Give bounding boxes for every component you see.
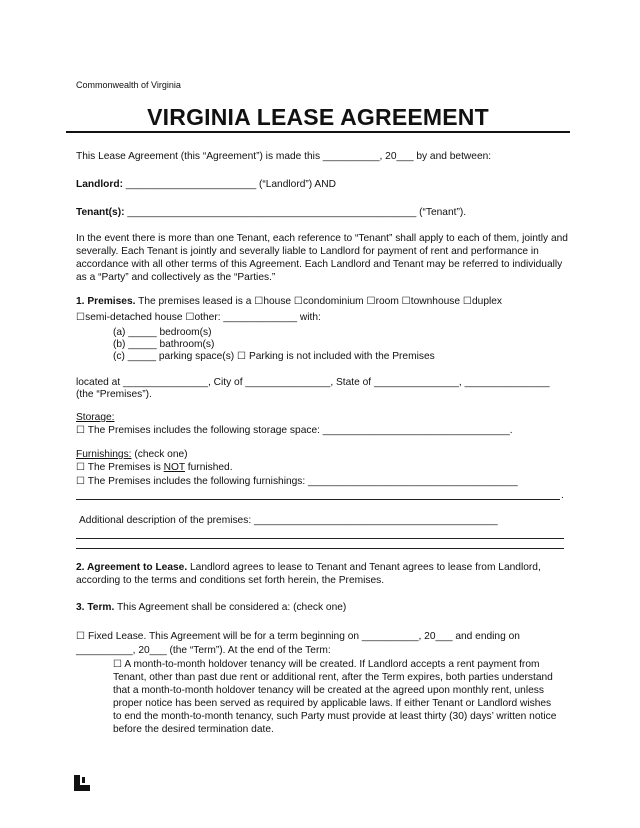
fixed-lease-line-1: ☐ Fixed Lease. This Agreement will be for a term beginning on __________, 20___ and ending on <box>76 631 520 642</box>
agreement-to-lease-paragraph <box>76 561 568 587</box>
landlord-label: Landlord: <box>76 179 123 190</box>
furnishings-heading <box>76 448 566 461</box>
premises-line-1 <box>76 295 566 308</box>
bedrooms-item: (a) _____ bedroom(s) <box>113 327 212 338</box>
agreement-heading: 2. Agreement to Lease. <box>76 562 188 573</box>
location-line-1: located at _______________, City of _______________, State of _______________, _______________ <box>76 377 550 388</box>
storage-heading: Storage: <box>76 412 115 423</box>
term-heading: 3. Term. <box>76 602 115 613</box>
furnishings-option-includes: ☐ The Premises includes the following furnishings: _____________________________________ <box>76 476 518 487</box>
parking-item: (c) _____ parking space(s) ☐ Parking is not included with the Premises <box>113 351 435 362</box>
storage-line: ☐ The Premises includes the following storage space: _________________________________. <box>76 425 513 436</box>
not-emphasis: NOT <box>163 462 185 473</box>
furnishings-label: Furnishings: <box>76 449 132 460</box>
term-line <box>76 601 566 614</box>
landlord-line <box>76 178 566 191</box>
tenant-line <box>76 206 566 219</box>
tenant-label: Tenant(s): <box>76 207 125 218</box>
intro-line: This Lease Agreement (this “Agreement”) is made this __________, 20___ by and between: <box>76 151 492 162</box>
holdover-paragraph: ☐ A month-to-month holdover tenancy will be created. If Landlord accepts a rent payment from Tenant, other than past due rent or additional rent, after the Term expires, both parties understand that a month-to-month holdover tenancy will be created at the agreed upon monthly rent, unless proper notice has been served as required by applicable laws. If either Tenant or Landlord wishes to end the month-to-month tenancy, such Party must provide at least thirty (30) days’ written notice before the desired termination date. <box>113 659 557 735</box>
state-label: Commonwealth of Virginia <box>76 80 181 90</box>
document-title: VIRGINIA LEASE AGREEMENT <box>147 104 489 130</box>
additional-blank-line-2 <box>76 548 564 549</box>
furnishings-note: (check one) <box>131 449 188 460</box>
fixed-lease-line-2: __________, 20___ (the “Term”). At the end of the Term: <box>76 645 331 656</box>
furnishings-option-not-furnished: ☐ The Premises is NOT furnished. <box>76 462 233 473</box>
premises-types: The premises leased is a ☐house ☐condominium ☐room ☐townhouse ☐duplex <box>135 296 503 307</box>
furnishings-period: . <box>561 490 564 501</box>
landlord-blank: _______________________ (“Landlord”) AND <box>122 179 336 190</box>
additional-description: Additional description of the premises: ___________________________________________ <box>79 515 498 526</box>
agreement-text: Landlord agrees to lease to Tenant and Tenant agrees to lease from Landlord, according to the terms and conditions set forth herein, the Premises. <box>76 562 541 586</box>
title-underline <box>66 131 570 133</box>
location-line-2: (the “Premises”). <box>76 389 152 400</box>
legal-templates-logo-icon <box>72 773 92 793</box>
term-text: This Agreement shall be considered a: (check one) <box>114 602 347 613</box>
joint-liability-paragraph: In the event there is more than one Tenant, each reference to “Tenant” shall apply to each of them, jointly and severally. Each Tenant is jointly and severally liable to Landlord for payment of rent and performance in accordance with all other terms of this Agreement. Each Landlord and Tenant may be referred to individually as a “Party” and collectively as the “Parties.” <box>76 233 568 283</box>
additional-blank-line-1 <box>76 538 564 539</box>
bathrooms-item: (b) _____ bathroom(s) <box>113 339 215 350</box>
premises-heading: 1. Premises. <box>76 296 136 307</box>
premises-line-2: ☐semi-detached house ☐other: _____________ with: <box>76 312 321 323</box>
furnishings-blank-line <box>76 499 560 500</box>
tenant-blank: ___________________________________________________ (“Tenant”). <box>124 207 467 218</box>
